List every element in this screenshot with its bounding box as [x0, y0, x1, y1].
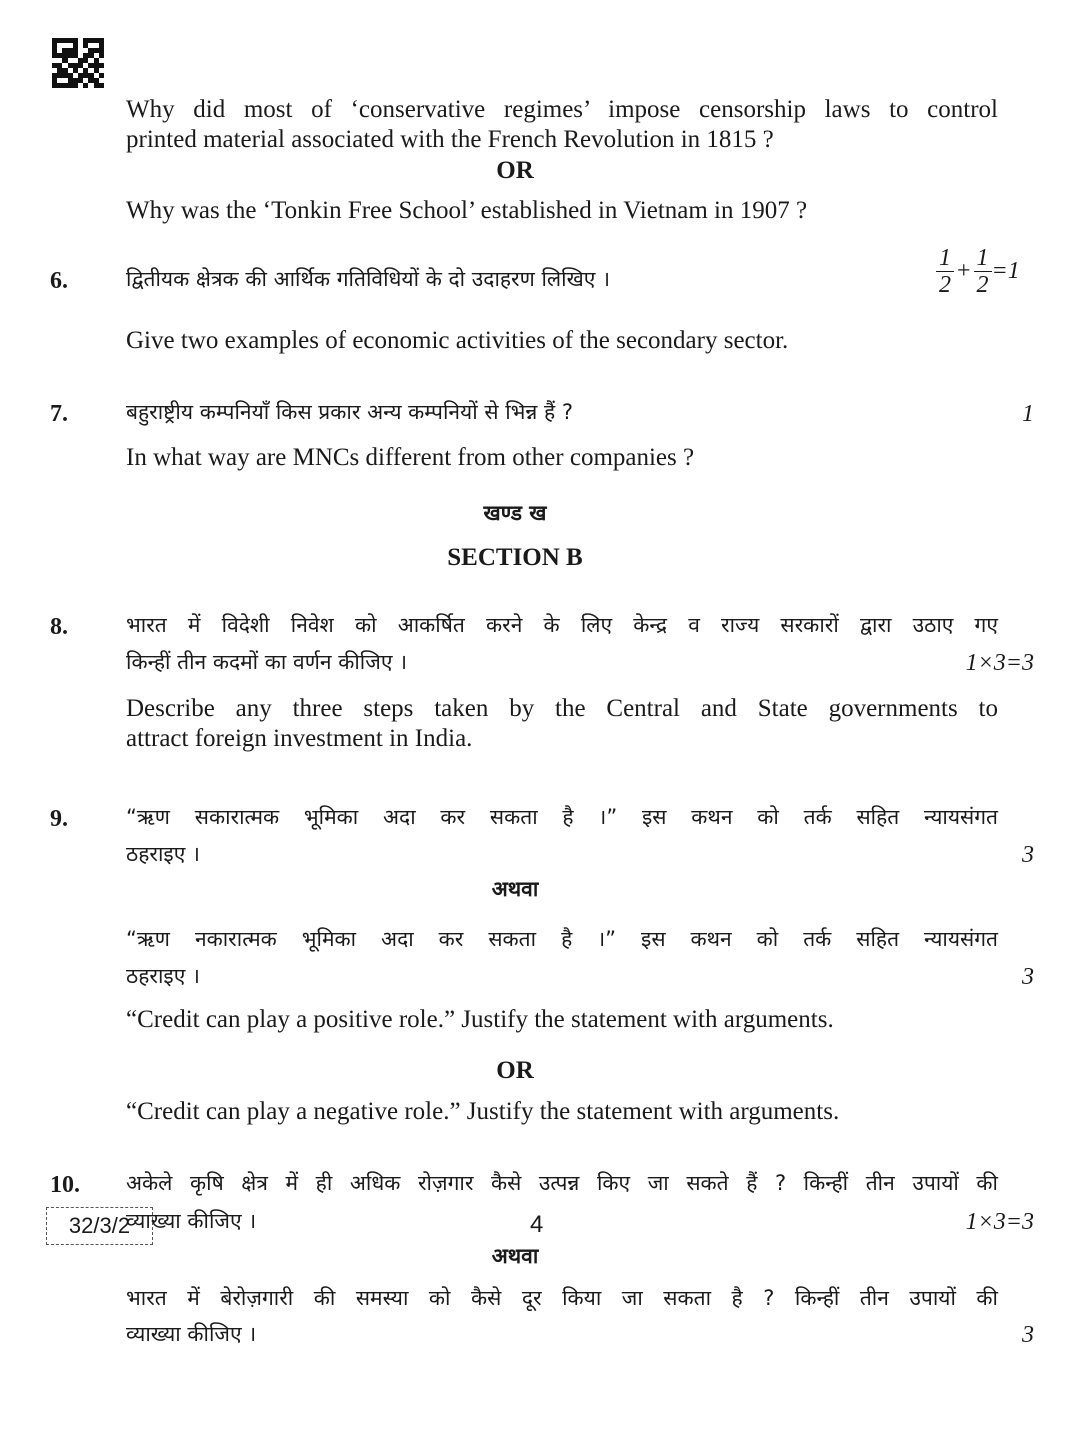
q7-english: In what way are MNCs different from other companies ? — [126, 444, 695, 471]
section-title-english: SECTION B — [447, 544, 583, 571]
q5-or: OR — [496, 157, 534, 184]
q9-or: OR — [496, 1057, 534, 1084]
q6-marks — [936, 226, 1020, 316]
q8-english-line1: Describe any three steps taken by the Central and State governments to — [126, 695, 998, 722]
q6-marks-fraction-2 — [974, 245, 992, 298]
q10-hindi-line2: व्याख्या कीजिए । — [126, 1209, 257, 1233]
q8-hindi-line2: किन्हीं तीन कदमों का वर्णन कीजिए । — [126, 650, 408, 674]
q5-alt-text: Why was the ‘Tonkin Free School’ established in Vietnam in 1907 ? — [126, 197, 808, 224]
q6-marks-fraction-1 — [936, 245, 954, 298]
q7-marks: 1 — [1022, 401, 1034, 427]
q6-hindi: द्वितीयक क्षेत्रक की आर्थिक गतिविधियों के दो उदाहरण लिखिए । — [126, 267, 611, 291]
q10-hindi-line1: अकेले कृषि क्षेत्र में ही अधिक रोज़गार कैसे उत्पन्न किए जा सकते हैं ? किन्हीं तीन उपायों की — [126, 1171, 998, 1195]
q8-hindi-line1: भारत में विदेशी निवेश को आकर्षित करने के लिए केन्द्र व राज्य सरकारों द्वारा उठाए गए — [126, 613, 998, 637]
q9-number: 9. — [50, 806, 68, 832]
q9-athva: अथवा — [491, 877, 539, 901]
section-title-hindi: खण्ड ख — [483, 501, 547, 525]
q9-marks-1: 3 — [1022, 842, 1034, 868]
q6-marks-numerator-1: 1 — [939, 244, 951, 271]
q6-marks-denominator-1: 2 — [939, 271, 951, 298]
q6-number: 6. — [50, 268, 68, 294]
q9-hindi-line2: ठहराइए । — [126, 842, 200, 866]
page-number: 4 — [530, 1211, 544, 1238]
q7-number: 7. — [50, 401, 68, 427]
q6-marks-total: =1 — [991, 257, 1020, 284]
q10-marks-1: 1×3=3 — [965, 1209, 1034, 1235]
q6-english: Give two examples of economic activities of the secondary sector. — [126, 327, 789, 354]
q8-number: 8. — [50, 614, 68, 640]
q9-english-2: “Credit can play a negative role.” Justify the statement with arguments. — [126, 1098, 840, 1125]
q10-athva: अथवा — [491, 1244, 539, 1268]
q10-hindi-line4: व्याख्या कीजिए । — [126, 1322, 257, 1346]
paper-code: 32/3/2 — [46, 1207, 153, 1245]
q9-hindi-line4: ठहराइए । — [126, 964, 200, 988]
q9-english-1: “Credit can play a positive role.” Justify the statement with arguments. — [126, 1006, 834, 1033]
q7-hindi: बहुराष्ट्रीय कम्पनियाँ किस प्रकार अन्य कम्पनियों से भिन्न हैं ? — [126, 400, 574, 424]
q6-marks-plus: + — [957, 257, 971, 284]
q10-hindi-line3: भारत में बेरोज़गारी की समस्या को कैसे दूर किया जा सकता है ? किन्हीं तीन उपायों की — [126, 1286, 998, 1310]
qr-code — [52, 38, 104, 88]
q9-marks-2: 3 — [1022, 964, 1034, 990]
q5-text-line1: Why did most of ‘conservative regimes’ impose censorship laws to control — [126, 96, 998, 123]
q9-hindi-line3: “ऋण नकारात्मक भूमिका अदा कर सकता है ।” इस कथन को तर्क सहित न्यायसंगत — [126, 927, 998, 951]
q10-marks-2: 3 — [1022, 1322, 1034, 1348]
q6-marks-numerator-2: 1 — [976, 244, 989, 271]
q8-marks: 1×3=3 — [965, 650, 1034, 676]
q8-english-line2: attract foreign investment in India. — [126, 725, 473, 752]
q10-number: 10. — [50, 1172, 80, 1198]
q9-hindi-line1: “ऋण सकारात्मक भूमिका अदा कर सकता है ।” इस कथन को तर्क सहित न्यायसंगत — [126, 805, 998, 829]
q6-marks-denominator-2: 2 — [976, 271, 989, 298]
q5-text-line2: printed material associated with the French Revolution in 1815 ? — [126, 126, 774, 153]
